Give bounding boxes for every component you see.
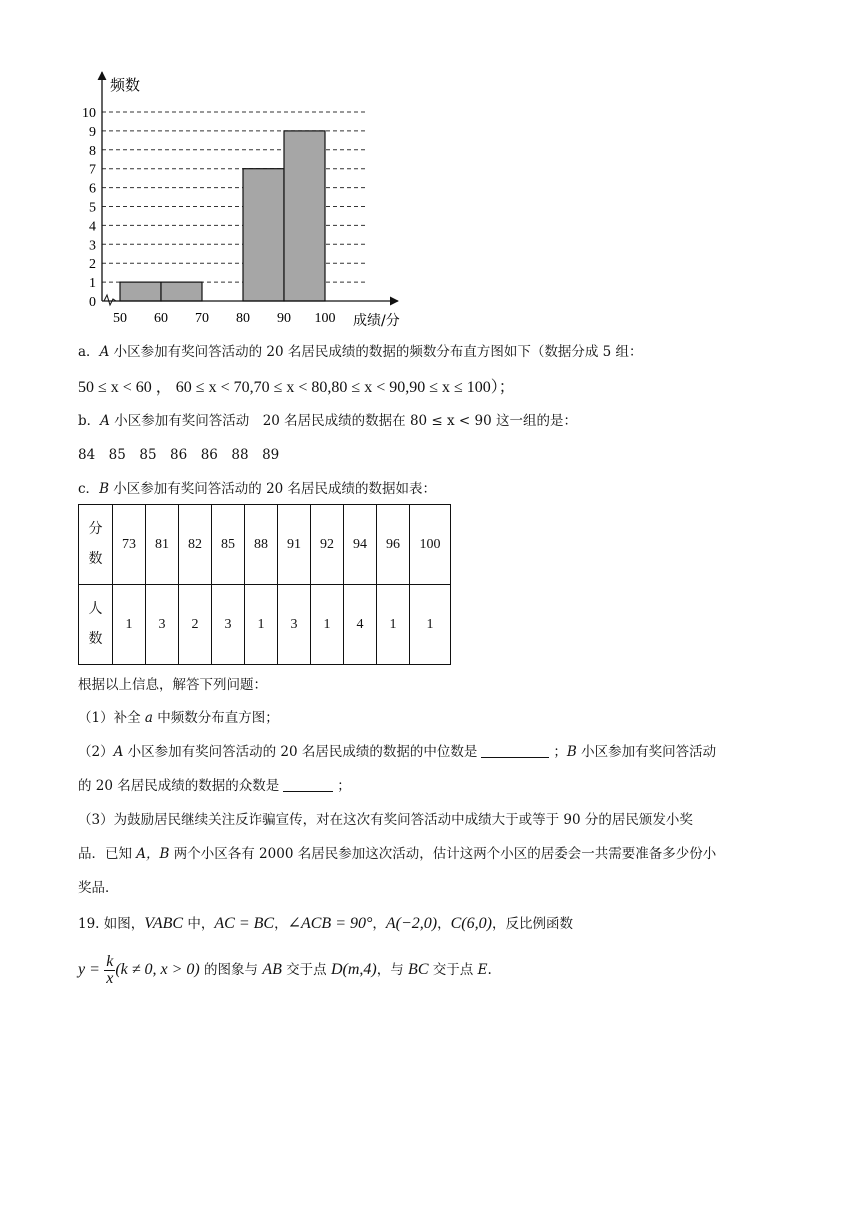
- table-cell: 1: [245, 585, 278, 665]
- y-tick-label: 8: [89, 143, 96, 159]
- question-1: （1）补全 a 中频数分布直方图；: [78, 710, 279, 726]
- paragraph-a-line1: a．A 小区参加有奖问答活动的 20 名居民成绩的数据的频数分布直方图如下（数据分成 5 组：: [78, 344, 643, 360]
- table-header-score: 分 数: [79, 505, 113, 585]
- table-header-count: 人 数: [79, 585, 113, 665]
- table-cell: 81: [146, 505, 179, 585]
- y-tick-label: 1: [89, 276, 96, 292]
- question-2-line1: （2）A 小区参加有奖问答活动的 20 名居民成绩的数据的中位数是 ；B 小区参加有奖问答活动: [78, 744, 717, 760]
- table-row-scores: [79, 505, 451, 585]
- table-cell: 4: [344, 585, 377, 665]
- x-tick-label: 90: [277, 311, 291, 326]
- paragraph-b-line1: b．A 小区参加有奖问答活动 20 名居民成绩的数据在 80 ≤ x < 90 这一组的是：: [78, 413, 578, 429]
- question-3-line2: 品．已知 A，B 两个小区各有 2000 名居民参加这次活动，估计这两个小区的居委会一共需要准备多少份小: [78, 846, 717, 862]
- fraction-k-over-x: $\frac{k}{x}$: [106, 953, 114, 987]
- histogram-bar: [120, 282, 161, 301]
- question-3-line1: （3）为鼓励居民继续关注反诈骗宣传，对在这次有奖问答活动中成绩大于或等于 90 分的居民颁发小奖: [78, 812, 693, 828]
- y-axis-label: 频数: [110, 76, 141, 94]
- question-2-line2: 的 20 名居民成绩的数据的众数是 ；: [78, 778, 351, 794]
- frequency-histogram: [60, 62, 430, 337]
- questions-intro: 根据以上信息，解答下列问题：: [78, 677, 267, 693]
- table-cell: 73: [113, 505, 146, 585]
- x-tick-label: 80: [236, 311, 250, 326]
- paragraph-c-line: c．B 小区参加有奖问答活动的 20 名居民成绩的数据如表：: [78, 481, 437, 497]
- answer-blank-mode[interactable]: [283, 777, 333, 792]
- y-tick-label: 10: [82, 106, 96, 121]
- histogram-bar: [161, 282, 202, 301]
- table-cell: 82: [179, 505, 212, 585]
- table-cell: 3: [212, 585, 245, 665]
- table-cell: 1: [311, 585, 344, 665]
- table-row-counts: [79, 585, 451, 665]
- bars: [120, 131, 325, 301]
- y-tick-label: 4: [89, 219, 96, 235]
- x-tick-label: 100: [314, 311, 336, 326]
- table-cell: 94: [344, 505, 377, 585]
- y-tick-label: 2: [89, 257, 96, 273]
- problem-19-line2: y = $\frac{k}{x}$ (k ≠ 0, x > 0) 的图象与 AB 交于点 D(m,4)，与 BC 交于点 E.: [78, 953, 492, 987]
- table-cell: 1: [113, 585, 146, 665]
- table-cell: 3: [146, 585, 179, 665]
- table-cell: 100: [410, 505, 451, 585]
- question-3-line3: 奖品．: [78, 880, 119, 896]
- table-cell: 88: [245, 505, 278, 585]
- table-cell: 3: [278, 585, 311, 665]
- histogram-bar: [284, 131, 325, 301]
- paragraph-b-values: 84 85 85 86 86 88 89: [78, 447, 280, 463]
- problem-19-line1: 19. 如图，VABC 中，AC = BC，∠ACB = 90°，A(−2,0)，C(6,0)，反比例函数: [78, 915, 573, 932]
- table-cell: 2: [179, 585, 212, 665]
- y-tick-label: 7: [89, 162, 96, 178]
- y-tick-label: 5: [89, 200, 96, 216]
- answer-blank-median[interactable]: [481, 743, 549, 758]
- x-tick-label: 70: [195, 311, 209, 326]
- y-tick-label: 3: [89, 238, 96, 254]
- y-tick-label: 0: [89, 295, 96, 310]
- y-tick-label: 6: [89, 181, 96, 197]
- x-axis-label: 成绩/分: [353, 313, 400, 329]
- table-cell: 1: [377, 585, 410, 665]
- x-tick-label: 50: [113, 311, 127, 326]
- axis-break-mark: [104, 295, 116, 305]
- histogram-bar: [243, 169, 284, 301]
- b-score-table: [78, 504, 451, 665]
- y-tick-label: 9: [89, 124, 96, 140]
- x-tick-label: 60: [154, 311, 168, 326]
- table-cell: 1: [410, 585, 451, 665]
- table-cell: 96: [377, 505, 410, 585]
- table-cell: 85: [212, 505, 245, 585]
- table-cell: 92: [311, 505, 344, 585]
- table-cell: 91: [278, 505, 311, 585]
- paragraph-a-line2: 50 ≤ x < 60 ， 60 ≤ x < 70,70 ≤ x < 80,80 ≤ x < 90,90 ≤ x ≤ 100）；: [78, 377, 515, 396]
